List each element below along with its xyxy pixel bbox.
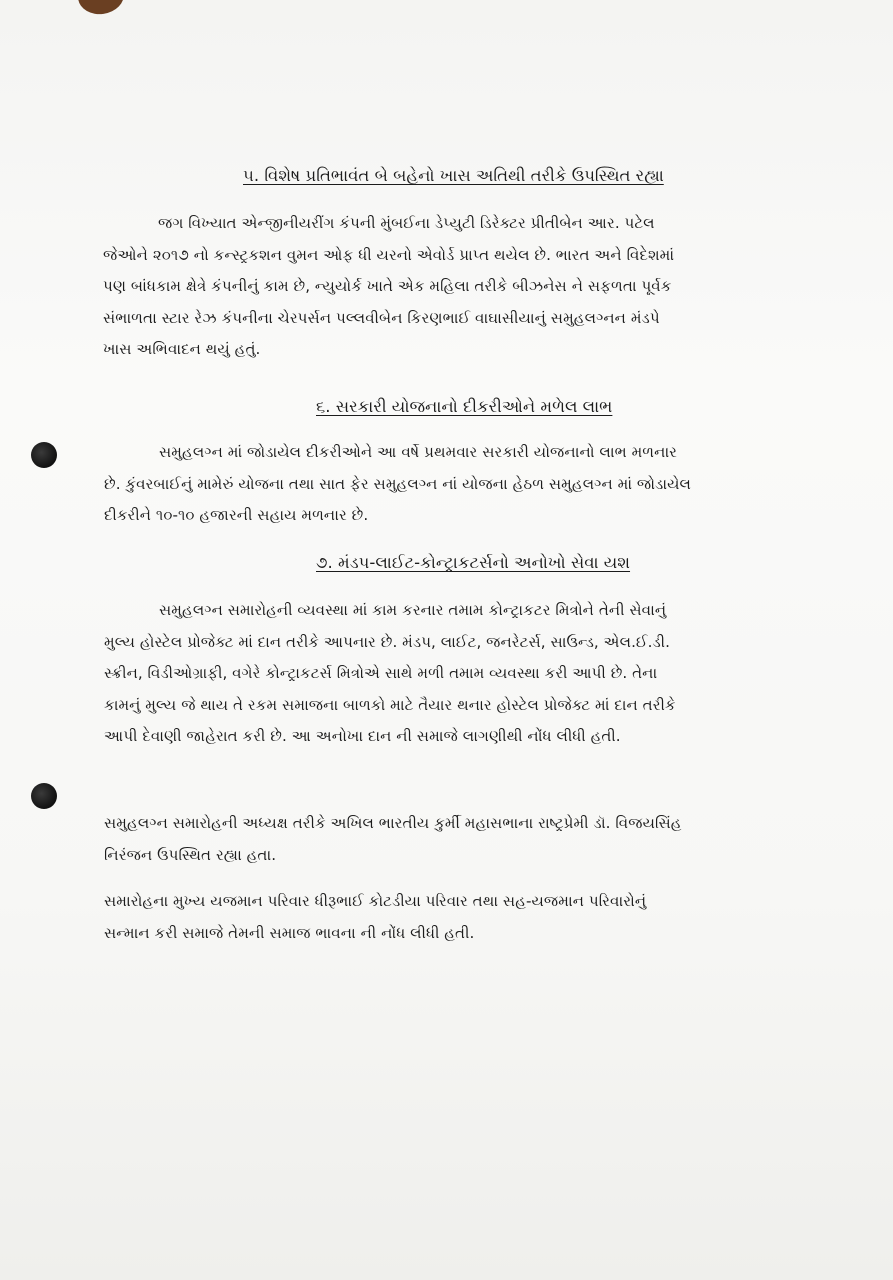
closing-paragraph-president <box>104 808 804 871</box>
section-5-paragraph <box>103 208 803 366</box>
section-6-paragraph <box>104 437 804 532</box>
paragraph-line: નિરંજન ઉપસ્થિત રહ્યા હતા. <box>104 845 277 864</box>
paragraph-line: સમુહલગ્ન સમારોહની અધ્યક્ષ તરીકે અખિલ ભારતીય કુર્મી મહાસભાના રાષ્ટ્રપ્રેમી ડૉ. વિજયસિંહ <box>104 814 682 832</box>
paragraph-line: છે. કુંવરબાઈનું મામેરું યોજના તથા સાત ફેર સમુહલગ્ન નાં યોજના હેઠળ સમુહલગ્ન માં જોડાયેલ <box>104 474 692 493</box>
paragraph-line: પણ બાંધકામ ક્ષેત્રે કંપનીનું કામ છે, ન્યુયોર્ક ખાતે એક મહિલા તરીકે બીઝનેસ ને સફળતા પૂર્વક <box>103 277 672 295</box>
closing-paragraph-hosts <box>104 886 804 949</box>
section-7-heading: ૭. મંડપ-લાઈટ-કોન્ટ્રાકટર્સનો અનોખો સેવા યશ <box>316 553 631 572</box>
paragraph-line: સમુહલગ્ન સમારોહની વ્યવસ્થા માં કામ કરનાર તમામ કોન્ટ્રાકટર મિત્રોને તેની સેવાનું <box>159 601 667 619</box>
punch-hole-top <box>31 442 57 468</box>
section-7-paragraph <box>104 595 804 753</box>
paragraph-line: મુલ્ય હોસ્ટેલ પ્રોજેક્ટ માં દાન તરીકે આપનાર છે. મંડપ, લાઈટ, જનરેટર્સ, સાઉન્ડ, એલ.ઈ.ડી. <box>104 632 670 651</box>
paragraph-line: સંભાળતા સ્ટાર રેઝ કંપનીના ચેરપર્સન પલ્લવીબેન કિરણભાઈ વાઘાસીયાનું સમુહલગ્નન મંડપે <box>103 308 660 327</box>
paragraph-line: આપી દેવાણી જાહેરાત કરી છે. આ અનોખા દાન ની સમાજે લાગણીથી નોંધ લીધી હતી. <box>104 727 621 745</box>
page-corner-mark <box>76 0 127 17</box>
paragraph-line: કામનું મુલ્ય જે થાય તે રકમ સમાજના બાળકો માટે તૈયાર થનાર હોસ્ટેલ પ્રોજેક્ટ માં દાન તરીકે <box>104 695 676 714</box>
section-5-heading: ૫. વિશેષ પ્રતિભાવંત બે બહેનો ખાસ અતિથી તરીકે ઉપસ્થિત રહ્યા <box>243 166 664 185</box>
paragraph-line: ખાસ અભિવાદન થયું હતું. <box>103 340 261 358</box>
paragraph-line: સમારોહના મુખ્ય યજમાન પરિવાર ધીરૂભાઈ કોટડીયા પરિવાર તથા સહ-યજમાન પરિવારોનું <box>104 892 647 910</box>
section-6-heading: ૬. સરકારી યોજનાનો દીકરીઓને મળેલ લાભ <box>316 397 613 416</box>
punch-hole-bottom <box>31 783 57 809</box>
paragraph-line: જેઓને ૨૦૧૭ નો કન્સ્ટ્રકશન વુમન ઓફ ધી યરનો એવોર્ડ પ્રાપ્ત થયેલ છે. ભારત અને વિદેશમાં <box>103 245 675 264</box>
paragraph-line: દીકરીને ૧૦-૧૦ હજારની સહાય મળનાર છે. <box>104 506 369 524</box>
paragraph-line: સ્ક્રીન, વિડીઓગ્રાફી, વગેરે કોન્ટ્રાકટર્સ મિત્રોએ સાથે મળી તમામ વ્યવસ્થા કરી આપી છે. તેના <box>104 664 658 682</box>
paragraph-line: સમુહલગ્ન માં જોડાયેલ દીકરીઓને આ વર્ષે પ્રથમવાર સરકારી યોજનાનો લાભ મળનાર <box>159 443 678 461</box>
paragraph-line: સન્માન કરી સમાજે તેમની સમાજ ભાવના ની નોંધ લીધી હતી. <box>104 923 475 942</box>
paragraph-line: જગ વિખ્યાત એન્જીનીયરીંગ કંપની મુંબઈના ડેપ્યુટી ડિરેક્ટર પ્રીતીબેન આર. પટેલ <box>158 214 655 232</box>
